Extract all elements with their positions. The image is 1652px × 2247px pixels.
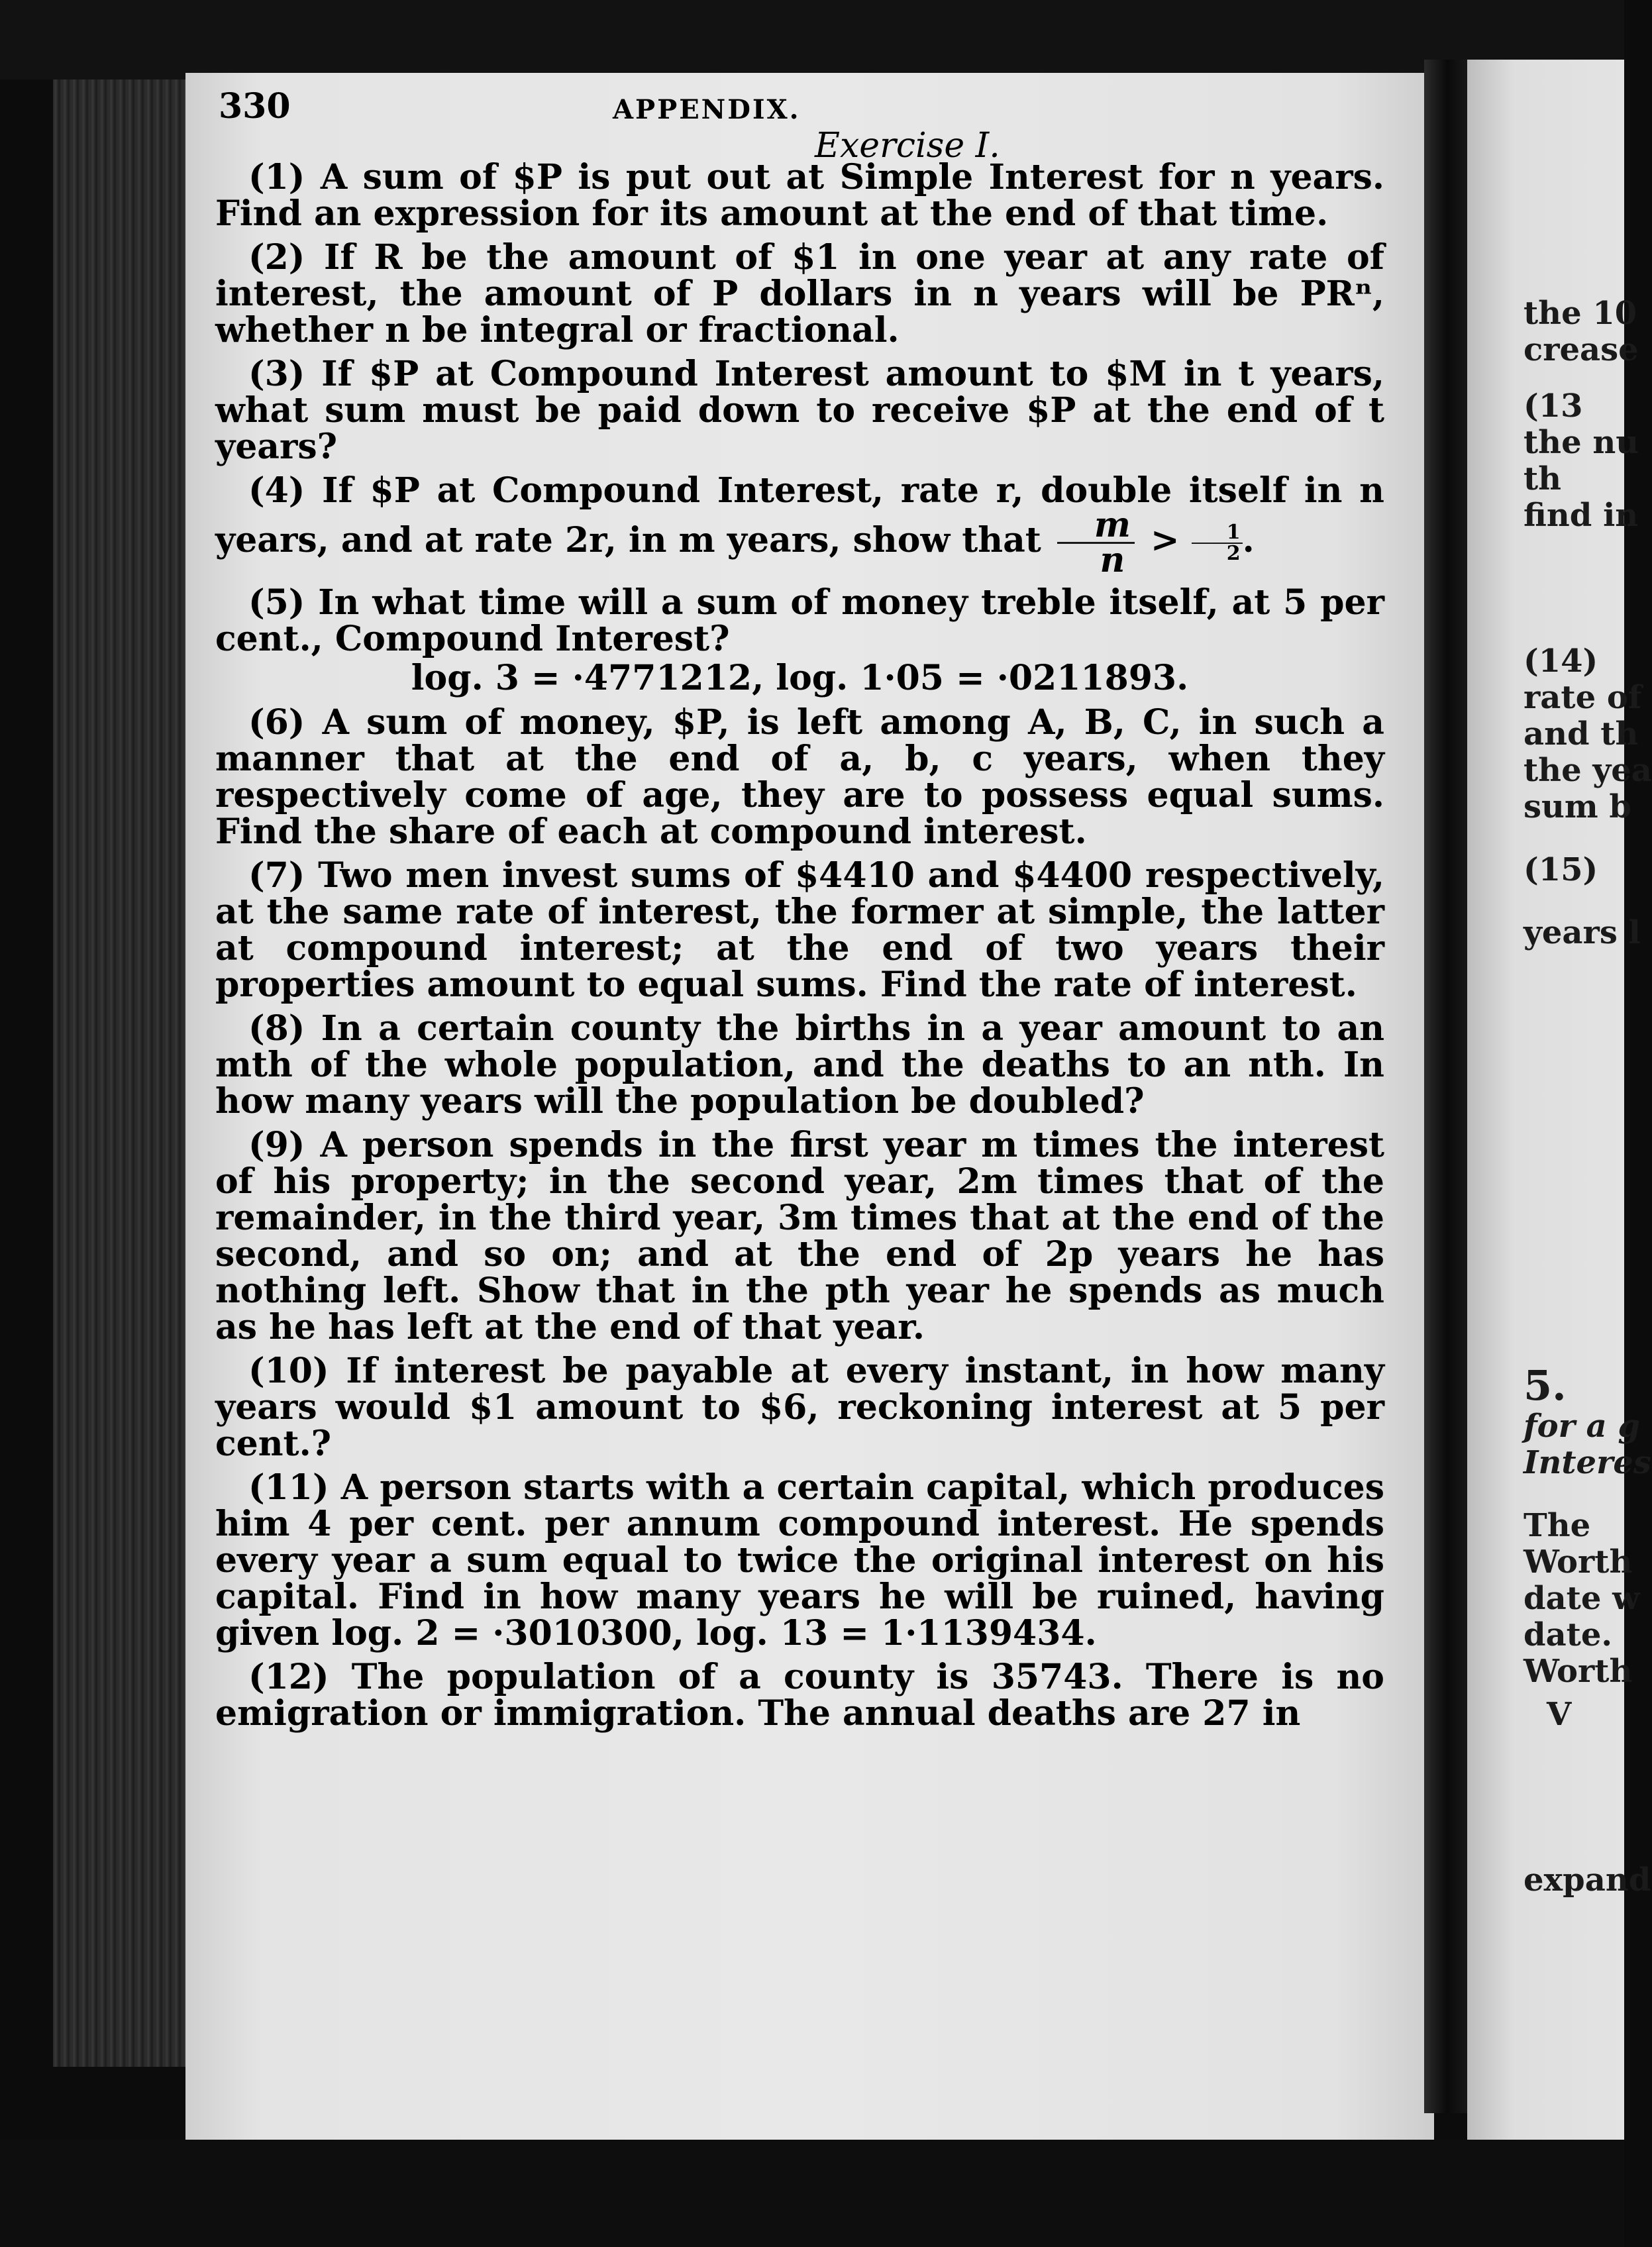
right-page-fragment: (15) <box>1523 851 1598 888</box>
exercise-list <box>215 159 1384 1739</box>
exercise-4-period: . <box>1242 520 1255 560</box>
exercise-9: (9) A person spends in the first year m times the interest of his property; in the second year, 2m times that of the remainder, in the third year, 3m times that at the end of the second, and so on; and at the end of 2p years he has nothing left. Show that in the pth year he spends as much as he has left at the end of that year. <box>215 1125 1384 1347</box>
exercise-6: (6) A sum of money, $P, is left among A, B, C, in such a manner that at the end of a, b, c years, when they respectively come of age, they are to possess equal sums. Find the share of each at compound interest. <box>215 702 1384 852</box>
right-page-fragment: The <box>1523 1507 1591 1544</box>
right-page-fragment: the 10 <box>1523 295 1637 332</box>
page-edges <box>53 79 185 2067</box>
fraction-one-half <box>1192 520 1243 565</box>
right-page-fragment: V <box>1547 1696 1572 1733</box>
exercise-11: (11) A person starts with a certain capital, which produces him 4 per cent. per annum compound interest. He spends every year a sum equal to twice the original interest on his capital. Find in how many years he will be ruined, having given log. 2 = ·3010300, log. 13 = 1·1139434. <box>215 1467 1384 1653</box>
right-page-fragment: for a g <box>1523 1408 1641 1445</box>
half-numerator: 1 <box>1192 523 1243 544</box>
right-page-fragment: sum b <box>1523 788 1631 825</box>
page-number: 330 <box>219 86 291 127</box>
right-page-fragment: and th <box>1523 715 1639 753</box>
exercise-4-text: (4) If $P at Compound Interest, rate r, double itself in n years, and at rate 2r, in m years, show that <box>215 470 1384 560</box>
exercise-2: (2) If R be the amount of $1 in one year at any rate of interest, the amount of P dollars in n years will be PRⁿ, whether n be integral or fractional. <box>215 237 1384 350</box>
scan-background-top <box>0 0 1624 79</box>
right-page-fragment: years l <box>1523 914 1641 951</box>
right-page-fragment: (14) <box>1523 643 1598 680</box>
exercise-8: (8) In a certain county the births in a year amount to an mth of the whole population, and the deaths to an nth. In how many years will the population be doubled? <box>215 1008 1384 1122</box>
right-page-fragment: date. <box>1523 1616 1613 1653</box>
right-page-fragment: Interes <box>1523 1444 1651 1481</box>
exercise-3: (3) If $P at Compound Interest amount to $M in t years, what sum must be paid down to receive $P at the end of t years? <box>215 354 1384 467</box>
right-page-fragment: Worth <box>1523 1653 1633 1690</box>
running-head: APPENDIX. <box>613 94 801 125</box>
right-page-fragment: expand <box>1523 1861 1651 1899</box>
fraction-numerator: m <box>1057 509 1135 544</box>
right-page <box>1467 60 1652 2140</box>
book-gutter <box>1424 60 1471 2113</box>
right-page-fragment: th <box>1523 460 1562 497</box>
greater-than-sign: > <box>1151 520 1180 560</box>
scan-background-bottom <box>0 2140 1624 2247</box>
right-page-fragment: crease <box>1523 331 1639 368</box>
right-page-section-number: 5. <box>1523 1361 1567 1410</box>
exercise-12: (12) The population of a county is 35743. There is no emigration or immigration. The annual deaths are 27 in <box>215 1657 1384 1734</box>
exercise-7: (7) Two men invest sums of $4410 and $4400 respectively, at the same rate of interest, the former at simple, the latter at compound interest; at the end of two years their properties amount to equal sums. Find the rate of interest. <box>215 855 1384 1005</box>
right-page-fragment: (13 <box>1523 388 1583 425</box>
right-page-fragment: date w <box>1523 1580 1640 1617</box>
right-page-fragment: find in <box>1523 497 1639 534</box>
exercise-10: (10) If interest be payable at every instant, in how many years would $1 amount to $6, reckoning interest at 5 per cent.? <box>215 1351 1384 1464</box>
exercise-4 <box>215 470 1384 580</box>
exercise-title: Exercise I. <box>815 126 1000 166</box>
right-page-fragment: the nu <box>1523 424 1639 461</box>
right-page-fragment: rate of <box>1523 679 1642 716</box>
right-page-fragment: the yea <box>1523 752 1652 789</box>
exercise-5: (5) In what time will a sum of money treble itself, at 5 per cent., Compound Interest? <box>215 582 1384 659</box>
fraction-denominator: n <box>1100 540 1125 580</box>
fraction-m-over-n <box>1057 505 1135 580</box>
half-denominator: 2 <box>1226 541 1241 565</box>
exercise-1: (1) A sum of $P is put out at Simple Interest for n years. Find an expression for its amount at the end of that time. <box>215 157 1384 234</box>
exercise-5-formula: log. 3 = ·4771212, log. 1·05 = ·0211893. <box>411 658 1189 698</box>
right-page-fragment: Worth <box>1523 1543 1633 1581</box>
